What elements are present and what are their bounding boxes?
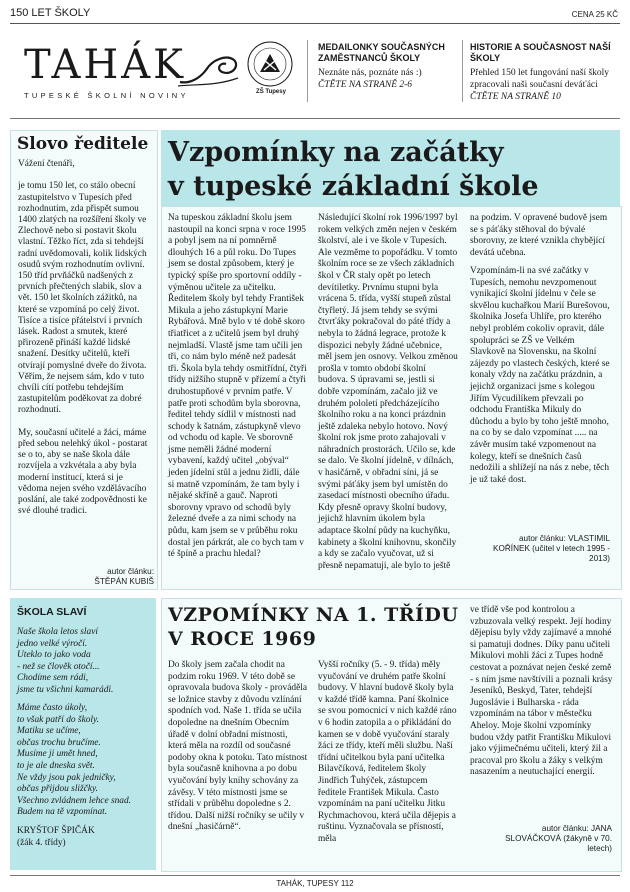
song-stanza-1: Naše škola letos slaví jedno velké výročí. Uteklo to jako voda - než se člověk otočí... Chodíme sem rádi, jsme tu všichni kamarádi. bbox=[17, 627, 114, 695]
song-title: ŠKOLA SLAVÍ bbox=[17, 606, 87, 618]
teaser-staff[interactable] bbox=[318, 42, 458, 91]
article1-headline bbox=[168, 136, 618, 204]
masthead-divider-1 bbox=[307, 40, 308, 102]
logo-swirl-icon bbox=[176, 48, 242, 88]
seal-text: ZŠ Tupesy bbox=[256, 89, 286, 95]
article2-headline-line2: V ROCE 1969 bbox=[168, 628, 317, 650]
logo-wordmark: TAHÁK bbox=[24, 42, 187, 88]
song-credit: KRYŠTOF ŠPIČÁK (žák 4. třídy) bbox=[17, 826, 95, 848]
director-title: Slovo ředitele bbox=[17, 134, 149, 154]
article2-column-3: ve třídě vše pod kontrolou a vzbuzovala velký respekt. Její hodiny dějepisu byly vždy zajímavé a mnohé si pamatuji dodnes. Díky panu učiteli Mikulovi mohli žáci z Tupes hodně cestovat a poznávat nejen české země - s ním jsme navštívili a poznali krásy Jeseníků, Beskyd, Tater, tehdejší Jugoslávie i Bulharska - ráda vzpomínám na tábor v městečku Aheloy. Moje školní vzpomínky budou vždy patřit Františku Mikulovi jako výjimečnému učiteli, který žil a pracoval pro školu a žáky s velkým nasazením a neutuchající energií. bbox=[470, 605, 613, 778]
price-label: CENA 25 KČ bbox=[571, 10, 618, 19]
masthead-divider-2 bbox=[462, 40, 463, 102]
logo-subtitle: TUPESKÉ ŠKOLNÍ NOVINY bbox=[24, 91, 189, 100]
article1-credit: autor článku: VLASTIMIL KOŘÍNEK (učitel v letech 1995 - 2013) bbox=[493, 534, 610, 563]
teaser-history[interactable] bbox=[470, 42, 620, 103]
article1-column-3a: na podzim. V opravené budově jsem se s páťáky stěhoval do bývalé sborovny, ze které vznikla chybějící devátá učebna. bbox=[470, 213, 608, 258]
teaser-history-text: Přehled 150 let fungování naší školy zpracovali naši současní deváťáci bbox=[470, 68, 610, 90]
article2-column-2: Vyšší ročníky (5. - 9. třída) měly vyučování ve druhém patře školní budovy. V hlavní budově školy byla v každé třídě kamna. Paní školnice se svou pomocnicí v nich každé ráno v 6 hodin zatopila a o přikládání do kamen se v době vyučování staraly žáci ze třídy, kteří měli službu. Naší třídní učitelkou byla paní učitelka Bilavčíková, ředitelem školy Jindřich Ťuhýček, zástupcem ředitele František Mikula. Často vzpomínám na paní učitelku Jitku Rychmachovou, která učila dějepis a ruštinu. Vyznačovala se přísností, měla bbox=[318, 660, 457, 844]
article1-column-1: Na tupeskou základní školu jsem nastoupil na konci srpna v roce 1995 a pobyl jsem na ní pomněrně dlouhých 16 a půl roku. Do Tupes jsem se dostal způsobem, který je typický spíše pro sportovní oddíly - výměnou učitele za učitelku. Ředitelem školy byl tehdy František Mikula a jeho zástupkyní Marie Rybářová. Mně bylo v té době skoro třiatřicet a z učitelů jsem byl druhý nejmladší. Vlastě jsme tam učili jen tři, co nám bylo méně než padesát tři. Škola byla tehdy osmitřídní, čtyři třídy nižšího stupně v přízemí a čtyři druhostupňové v prvním patře. V patře proti schodům byla sborovna, ředitel tehdy sídlil v místnosti nad schody k šatnám, zástupkyně vlevo od vchodu od kaple. Ve sborovně jsme neměli žádné moderní vybavení, každý učitel „obýval“ jeden jídelní stůl a jednu židli, dále si matně vzpomínám, že tam byly i nějaké skříně a gauč. Naproti sborovny vpravo od schodů byly železné dveře a za nimi schody na půdu, kam jsem se v průběhu roku dostal jen párkrát, ale co bych tam v té špíně a prachu hledal? bbox=[168, 213, 307, 560]
article1-column-3b: Vzpomínám-li na své začátky v Tupesích, nemohu nevzpomenout vynikající školní jídelnu v čele se skvělou kuchařkou Marií Burešovou, školnika Josefa Uhlíře, pro kterého nebyl problém cokoliv opravit, dále spolupráci se ZŠ ve Velkém Slavkově na Slovensku, na školní zájezdy po vlastech českých, které se konaly vždy na začátku prázdnin, a jejichž organizaci jsme s kolegou Jiřím Vycudilíkem převzali po odchodu Františka Mikuly do důchodu a bylo by toho ještě mnoho, na co by se dalo vzpomínat ..... na závěr musím také vzpomenout na kolegy, kteří se dnešních časů nedožili a shlížejí na nás z nebe, těch je už také dost. bbox=[470, 266, 610, 485]
director-credit: autor článku: ŠTĚPÁN KUBIŠ bbox=[94, 567, 154, 586]
top-rule bbox=[10, 23, 620, 24]
article2-column-1: Do školy jsem začala chodit na podzim roku 1969. V této době se opravovala budova školy - prováděla se ložnice stavby z důvodu vzlínání spodních vod. Naše 1. třída se učila dopoledne na dnešním Obecním úřadě v dolní obřadní místnosti, která měla na rozdíl od současné podoby okna k potoku. Tato místnost byla současně knihovna a po dobu vyučování byly knihy schovány za závěsy. V této místnosti jsme se střídali v průběhu dopoledne s 2. třídou. Další nižší ročníky se učily v dnešní „hasičárně“. bbox=[168, 660, 308, 833]
teaser-staff-link[interactable]: ČTĚTE NA STRANĚ 2-6 bbox=[318, 80, 413, 90]
song-stanza-2: Máme často úkoly, to však patří do školy. Matiku se učíme, občas trochu bručíme. Musíme ji umět hned, to je ale dneska svět. Ne vždy jsou pak jedničky, občas přijdou sližčky. Všechno zvládnem lehce snad. Budem na tě vzpomínat. bbox=[17, 703, 132, 818]
article2-headline-line1: VZPOMÍNKY NA 1. TŘÍDU bbox=[168, 604, 459, 626]
teaser-history-title: HISTORIE A SOUČASNOST NAŠÍ ŠKOLY bbox=[470, 42, 611, 63]
footer-text: TAHÁK, TUPESY 112 bbox=[276, 879, 354, 888]
article2-credit: autor článku: JANA SLOVÁČKOVÁ (žákyně v 70. letech) bbox=[505, 824, 612, 853]
article1-headline-line2: v tupeské základní škole bbox=[168, 171, 539, 202]
article1-headline-line1: Vzpomínky na začátky bbox=[168, 137, 504, 168]
teaser-staff-text: Neznáte nás, poznáte nás :) bbox=[318, 68, 422, 78]
footer-rule bbox=[10, 875, 620, 876]
article2-headline bbox=[168, 603, 468, 651]
teaser-staff-title: MEDAILONKY SOUČASNÝCH ZAMĚSTNANCŮ ŠKOLY bbox=[318, 42, 445, 63]
section-label: 150 LET ŠKOLY bbox=[10, 7, 91, 19]
school-seal-icon bbox=[246, 40, 294, 88]
director-body: Vážení čtenáři, je tomu 150 let, co stálo obecní zastupitelstvo v Tupesích před rozhodnutím, zda přispět sumou 1400 zlatých na rozšíření školy ve Zlechově nebo si postavit školu vlastní. Těžko říct, zda si tehdejší radní uvědomovali, kolik lidských osudů svým rozhodnutím ovlivní. 150 tříd prvňáčků nadšených z prvních přečtených slabik, slov a vět. 150 let školních zážitků, na které se vzpomíná po celý život. Tisíce a tisíce přátelství i prvních lásek. Radost a smutek, které přirozeně přináší každé lidské snažení. Desítky učitelů, kteří otvírají pomyslné dveře do života. Věřím, že nejsem sám, kdo v tuto chvíli cítí potřebu tehdejším zastupitelům poděkovat za dobré rozhodnutí. My, současní učitelé a žáci, máme před sebou nelehký úkol - postarat se o to, aby se naše škola dále rozvíjela a vzkvétala a aby byla moderní institucí, která si je vědoma nejen svého vzdělávacího poslání, ale také zodpovědnosti ke své dlouhé tradici. bbox=[18, 159, 148, 517]
teaser-history-link[interactable]: ČTĚTE NA STRANĚ 10 bbox=[470, 92, 561, 102]
article1-column-2: Následující školní rok 1996/1997 byl rokem velkých změn nejen v českém školství, ale i ve škole v Tupesích. Ale vezměme to popořádku. V tomto školním roce se ze všech základních škol v ČR staly opět po letech devítiletky. Prvnímu stupni byla vrácena 5. třída, vyšší stupeň zůstal čtyřletý. Já jsem tehdy se svými čtvrťáky pokračoval do páté třídy a nebyla to žádná legrace, protože k dispozici nebyly žádné učebnice, měl jsem jen osnovy. Velkou změnou prošla v tomto období školní budova. S úpravami se, jestli si dobře vzpomínám, začalo již ve druhém pololetí předcházejícího školního roku a na konci prázdnin ještě zdaleka nebylo hotovo. Nový školní rok jsme proto zahajovali v náhradních prostorách. Učilo se, kde se dalo. Ve školní jídelně, v dílnách, v hasičárně, v obřadní síni, já se svými páťáky jsem byl umístěn do zasedací místnosti obecního úřadu. Kdy přesně opravy školní budovy, jejichž hlavním úkolem byla adaptace školní půdy na kuchyňku, kabinety a školní knihovnu, skončily a kdy se začalo vyučovat, už si přesně nepamatuji, ale bylo to ještě bbox=[318, 213, 458, 571]
masthead-rule bbox=[10, 118, 620, 119]
